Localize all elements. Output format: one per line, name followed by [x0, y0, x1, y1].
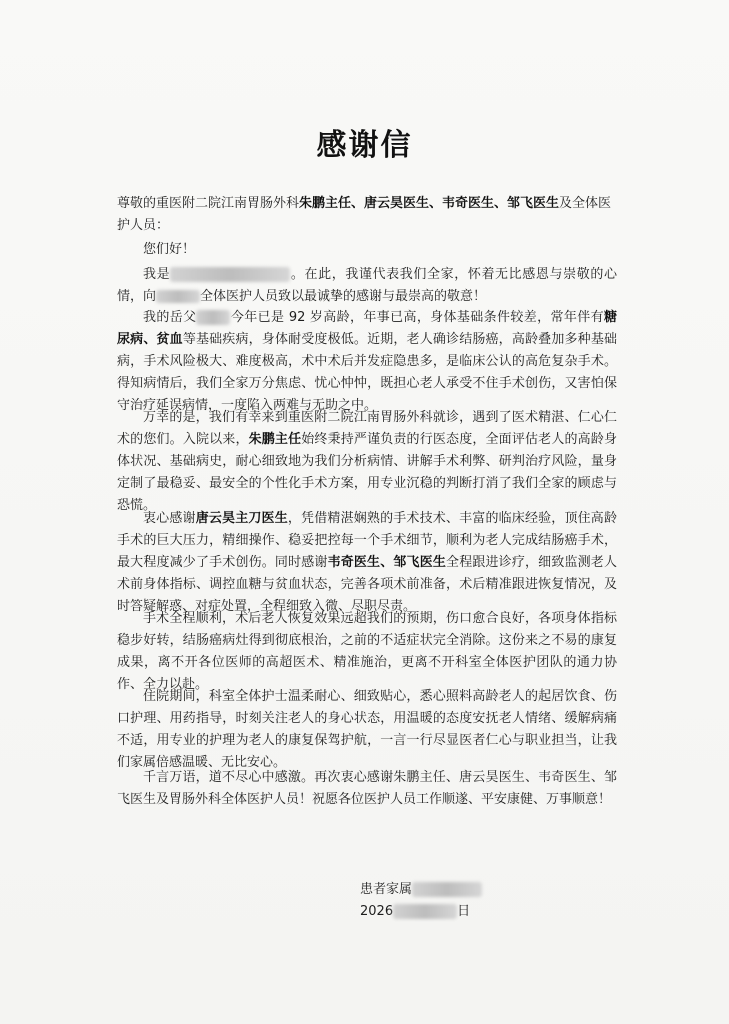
intro-body: 。在此，我谨代表我们全家，怀着无比感恩与崇敬的心情，向: [117, 267, 617, 304]
paragraph-condition: [117, 307, 617, 417]
paragraph-nursing: 住院期间，科室全体护士温柔耐心、细致贴心，悉心照料高龄老人的起居饮食、伤口护理、用药指导，时刻关注老人的身心状态，用温暖的态度安抚老人情绪、缓解病痛不适，用专业的护理为老人的康复保驾护航，一言一行尽显医者仁心与职业担当，让我们家属倍感温暖、无比安心。: [117, 689, 617, 770]
salutation-text-end: 及全体医护人员：: [117, 196, 612, 233]
redacted-name: [170, 267, 290, 282]
signature-line: [360, 880, 620, 900]
condition-start: 我的岳父: [143, 310, 197, 325]
admission-start: 万幸的是，我们有幸来到重医附二院江南胃肠外科就诊，遇到了医术精湛、仁心仁术的您们。入院以来，: [117, 410, 617, 447]
date-year: 2026: [360, 904, 394, 919]
admission-end: 始终秉持严谨负责的行医态度，全面评估老人的高龄身体状况、基础病史，耐心细致地为我们分析病情、讲解手术利弊、研判治疗风险，量身定制了最稳妥、最安全的个性化手术方案，用专业沉稳的判断打消了我们全家的顾虑与恐慌。: [117, 432, 617, 513]
paragraph-recovery: 手术全程顺利，术后老人恢复效果远超我们的预期，伤口愈合良好，各项身体指标稳步好转，结肠癌病灶得到彻底根治，之前的不适症状完全消除。这份来之不易的康复成果，离不开各位医师的高超医术、精准施治，更离不开科室全体医护团队的通力协作、全力以赴。: [117, 611, 617, 692]
intro-start: 我是: [143, 267, 171, 282]
surgery-doctors: 韦奇医生、邹飞医生: [327, 555, 447, 570]
redacted-signature: [412, 882, 482, 897]
redacted-department: [156, 290, 200, 303]
admission-doctor: 朱鹏主任: [248, 432, 302, 447]
condition-body: 今年已是 92 岁高龄，年事已高，身体基础条件较差，常年伴有: [230, 310, 604, 325]
letter-title: 感谢信: [316, 128, 413, 163]
paragraph-intro: [117, 264, 617, 308]
intro-end: 全体医护人员致以最诚挚的感谢与最崇高的敬意！: [200, 289, 487, 304]
redacted-patient-name: [196, 310, 230, 325]
surgery-body: ，凭借精湛娴熟的手术技术、丰富的临床经验，顶住高龄手术的巨大压力，精细操作、稳妥把控每一个手术细节，顺利为老人完成结肠癌手术，最大程度减少了手术创伤。同时感谢: [117, 511, 617, 570]
date-day: 日: [457, 904, 471, 919]
surgery-surgeon: 唐云昊主刀医生: [195, 511, 288, 526]
surgery-end: 全程跟进诊疗，细致监测老人术前身体指标、调控血糖与贫血状态，完善各项术前准备，术后精准跟进恢复情况，及时答疑解惑、对症处置，全程细致入微、尽职尽责。: [117, 555, 617, 614]
paragraph-surgery: [117, 508, 617, 618]
greeting-line: 您们好！: [143, 242, 196, 257]
salutation-doctor-names: 朱鹏主任、唐云昊医生、韦奇医生、邹飞医生: [299, 196, 560, 211]
redacted-date: [393, 904, 457, 919]
condition-diseases: 糖尿病、贫血: [117, 310, 617, 347]
condition-end: 等基础疾病，身体耐受度极低。近期，老人确诊结肠癌，高龄叠加多种基础病，手术风险极大、难度极高，术中术后并发症隐患多，是临床公认的高危复杂手术。得知病情后，我们全家万分焦虑、忧心忡忡，既担心老人承受不住手术创伤，又害怕保守治疗延误病情，一度陷入两难与无助之中。: [117, 332, 617, 413]
letter-salutation: [117, 193, 617, 237]
salutation-text: 尊敬的重医附二院江南胃肠外科: [117, 196, 300, 211]
signature-label: 患者家属: [360, 882, 413, 897]
paragraph-admission: [117, 407, 617, 517]
surgery-start: 衷心感谢: [143, 511, 196, 526]
signature-date: [360, 902, 620, 922]
paragraph-closing: 千言万语，道不尽心中感激。再次衷心感谢朱鹏主任、唐云昊医生、韦奇医生、邹飞医生及胃肠外科全体医护人员！祝愿各位医护人员工作顺遂、平安康健、万事顺意！: [117, 770, 617, 807]
